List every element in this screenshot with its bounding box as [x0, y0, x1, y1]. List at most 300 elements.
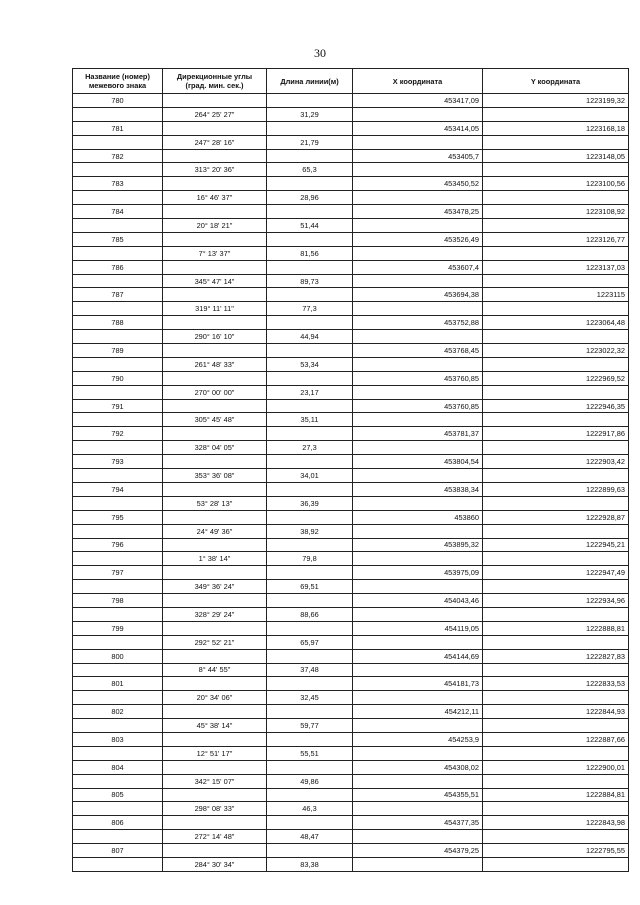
- line-length: 21,79: [267, 135, 353, 149]
- empty-cell: [267, 399, 353, 413]
- empty-cell: [73, 691, 163, 705]
- direction-angle: 261° 48' 33": [163, 357, 267, 371]
- empty-cell: [73, 607, 163, 621]
- segment-row: [73, 802, 629, 816]
- segment-row: [73, 607, 629, 621]
- point-name: 795: [73, 510, 163, 524]
- direction-angle: 342° 15' 07": [163, 774, 267, 788]
- empty-cell: [163, 288, 267, 302]
- point-row: [73, 177, 629, 191]
- empty-cell: [483, 246, 629, 260]
- empty-cell: [267, 621, 353, 635]
- empty-cell: [163, 149, 267, 163]
- y-coordinate: 1222888,81: [483, 621, 629, 635]
- direction-angle: 292° 52' 21": [163, 635, 267, 649]
- point-row: [73, 455, 629, 469]
- line-length: 38,92: [267, 524, 353, 538]
- empty-cell: [267, 844, 353, 858]
- empty-cell: [267, 594, 353, 608]
- x-coordinate: 453838,34: [353, 482, 483, 496]
- direction-angle: 298° 08' 33": [163, 802, 267, 816]
- empty-cell: [353, 746, 483, 760]
- point-name: 783: [73, 177, 163, 191]
- x-coordinate: 454253,9: [353, 732, 483, 746]
- line-length: 77,3: [267, 302, 353, 316]
- empty-cell: [73, 191, 163, 205]
- point-name: 780: [73, 94, 163, 108]
- point-row: [73, 816, 629, 830]
- empty-cell: [73, 413, 163, 427]
- empty-cell: [483, 552, 629, 566]
- direction-angle: 8° 44' 55": [163, 663, 267, 677]
- point-name: 782: [73, 149, 163, 163]
- y-coordinate: 1223199,32: [483, 94, 629, 108]
- direction-angle: 272° 14' 48": [163, 830, 267, 844]
- empty-cell: [267, 149, 353, 163]
- y-coordinate: 1222946,35: [483, 399, 629, 413]
- x-coordinate: 454144,69: [353, 649, 483, 663]
- empty-cell: [163, 594, 267, 608]
- empty-cell: [163, 760, 267, 774]
- x-coordinate: 453781,37: [353, 427, 483, 441]
- y-coordinate: 1222843,98: [483, 816, 629, 830]
- point-name: 807: [73, 844, 163, 858]
- x-coordinate: 453405,7: [353, 149, 483, 163]
- empty-cell: [73, 719, 163, 733]
- x-coordinate: 454355,51: [353, 788, 483, 802]
- segment-row: [73, 580, 629, 594]
- boundary-table: [72, 68, 629, 872]
- point-row: [73, 149, 629, 163]
- y-coordinate: 1222903,42: [483, 455, 629, 469]
- segment-row: [73, 413, 629, 427]
- direction-angle: 290° 16' 10": [163, 330, 267, 344]
- segment-row: [73, 302, 629, 316]
- empty-cell: [353, 191, 483, 205]
- y-coordinate: 1223126,77: [483, 232, 629, 246]
- point-row: [73, 399, 629, 413]
- empty-cell: [483, 357, 629, 371]
- empty-cell: [73, 135, 163, 149]
- empty-cell: [163, 344, 267, 358]
- empty-cell: [163, 371, 267, 385]
- empty-cell: [267, 566, 353, 580]
- direction-angle: 24° 49' 36": [163, 524, 267, 538]
- empty-cell: [73, 830, 163, 844]
- point-row: [73, 232, 629, 246]
- point-name: 793: [73, 455, 163, 469]
- empty-cell: [353, 107, 483, 121]
- point-row: [73, 732, 629, 746]
- empty-cell: [483, 191, 629, 205]
- empty-cell: [483, 413, 629, 427]
- empty-cell: [267, 316, 353, 330]
- direction-angle: 328° 29' 24": [163, 607, 267, 621]
- empty-cell: [73, 469, 163, 483]
- point-row: [73, 538, 629, 552]
- empty-cell: [163, 205, 267, 219]
- y-coordinate: 1222945,21: [483, 538, 629, 552]
- direction-angle: 53° 28' 13": [163, 496, 267, 510]
- x-coordinate: 453760,85: [353, 399, 483, 413]
- point-row: [73, 510, 629, 524]
- direction-angle: 270° 00' 00": [163, 385, 267, 399]
- empty-cell: [163, 732, 267, 746]
- header-x-coordinate: X координата: [353, 69, 483, 94]
- segment-row: [73, 691, 629, 705]
- y-coordinate: 1222884,81: [483, 788, 629, 802]
- point-name: 800: [73, 649, 163, 663]
- y-coordinate: 1223168,18: [483, 121, 629, 135]
- point-name: 792: [73, 427, 163, 441]
- y-coordinate: 1223064,48: [483, 316, 629, 330]
- table-header-row: [73, 69, 629, 94]
- segment-row: [73, 719, 629, 733]
- empty-cell: [73, 441, 163, 455]
- point-name: 791: [73, 399, 163, 413]
- empty-cell: [267, 816, 353, 830]
- empty-cell: [353, 524, 483, 538]
- empty-cell: [163, 788, 267, 802]
- empty-cell: [353, 552, 483, 566]
- empty-cell: [163, 455, 267, 469]
- point-name: 784: [73, 205, 163, 219]
- empty-cell: [163, 649, 267, 663]
- empty-cell: [483, 219, 629, 233]
- empty-cell: [353, 274, 483, 288]
- empty-cell: [483, 330, 629, 344]
- empty-cell: [73, 802, 163, 816]
- point-row: [73, 788, 629, 802]
- point-row: [73, 482, 629, 496]
- empty-cell: [483, 135, 629, 149]
- empty-cell: [353, 357, 483, 371]
- empty-cell: [163, 482, 267, 496]
- point-row: [73, 621, 629, 635]
- empty-cell: [267, 788, 353, 802]
- empty-cell: [267, 538, 353, 552]
- empty-cell: [267, 732, 353, 746]
- line-length: 69,51: [267, 580, 353, 594]
- empty-cell: [353, 802, 483, 816]
- empty-cell: [163, 427, 267, 441]
- y-coordinate: 1222887,66: [483, 732, 629, 746]
- direction-angle: 20° 34' 06": [163, 691, 267, 705]
- empty-cell: [483, 163, 629, 177]
- empty-cell: [163, 94, 267, 108]
- empty-cell: [267, 455, 353, 469]
- segment-row: [73, 330, 629, 344]
- y-coordinate: 1223022,32: [483, 344, 629, 358]
- y-coordinate: 1223115: [483, 288, 629, 302]
- line-length: 59,77: [267, 719, 353, 733]
- empty-cell: [353, 663, 483, 677]
- empty-cell: [353, 580, 483, 594]
- line-length: 32,45: [267, 691, 353, 705]
- empty-cell: [73, 219, 163, 233]
- segment-row: [73, 635, 629, 649]
- point-name: 787: [73, 288, 163, 302]
- empty-cell: [73, 274, 163, 288]
- line-length: 28,96: [267, 191, 353, 205]
- empty-cell: [353, 219, 483, 233]
- empty-cell: [267, 121, 353, 135]
- x-coordinate: 454379,25: [353, 844, 483, 858]
- segment-row: [73, 469, 629, 483]
- x-coordinate: 454377,35: [353, 816, 483, 830]
- empty-cell: [483, 802, 629, 816]
- segment-row: [73, 219, 629, 233]
- segment-row: [73, 774, 629, 788]
- direction-angle: 353° 36' 08": [163, 469, 267, 483]
- y-coordinate: 1222917,86: [483, 427, 629, 441]
- empty-cell: [483, 441, 629, 455]
- empty-cell: [73, 857, 163, 871]
- x-coordinate: 453526,49: [353, 232, 483, 246]
- point-row: [73, 316, 629, 330]
- point-name: 797: [73, 566, 163, 580]
- point-name: 794: [73, 482, 163, 496]
- direction-angle: 264° 25' 27": [163, 107, 267, 121]
- empty-cell: [483, 607, 629, 621]
- empty-cell: [483, 274, 629, 288]
- empty-cell: [353, 385, 483, 399]
- y-coordinate: 1222844,93: [483, 705, 629, 719]
- point-row: [73, 288, 629, 302]
- point-row: [73, 344, 629, 358]
- point-name: 799: [73, 621, 163, 635]
- empty-cell: [73, 163, 163, 177]
- empty-cell: [163, 260, 267, 274]
- empty-cell: [353, 330, 483, 344]
- y-coordinate: 1222934,96: [483, 594, 629, 608]
- empty-cell: [353, 496, 483, 510]
- direction-angle: 284° 30' 34": [163, 857, 267, 871]
- y-coordinate: 1223108,92: [483, 205, 629, 219]
- point-row: [73, 427, 629, 441]
- x-coordinate: 453694,38: [353, 288, 483, 302]
- empty-cell: [353, 163, 483, 177]
- x-coordinate: 453478,25: [353, 205, 483, 219]
- y-coordinate: 1222795,55: [483, 844, 629, 858]
- point-name: 781: [73, 121, 163, 135]
- line-length: 65,3: [267, 163, 353, 177]
- line-length: 31,29: [267, 107, 353, 121]
- point-name: 798: [73, 594, 163, 608]
- x-coordinate: 453450,52: [353, 177, 483, 191]
- empty-cell: [73, 246, 163, 260]
- empty-cell: [73, 496, 163, 510]
- line-length: 44,94: [267, 330, 353, 344]
- segment-row: [73, 191, 629, 205]
- point-row: [73, 677, 629, 691]
- empty-cell: [353, 719, 483, 733]
- direction-angle: 247° 28' 16": [163, 135, 267, 149]
- empty-cell: [163, 677, 267, 691]
- line-length: 36,39: [267, 496, 353, 510]
- empty-cell: [163, 844, 267, 858]
- empty-cell: [163, 177, 267, 191]
- point-name: 790: [73, 371, 163, 385]
- empty-cell: [267, 649, 353, 663]
- point-row: [73, 760, 629, 774]
- x-coordinate: 453768,45: [353, 344, 483, 358]
- empty-cell: [73, 552, 163, 566]
- empty-cell: [267, 427, 353, 441]
- empty-cell: [163, 121, 267, 135]
- empty-cell: [73, 524, 163, 538]
- line-length: 37,48: [267, 663, 353, 677]
- direction-angle: 328° 04' 05": [163, 441, 267, 455]
- empty-cell: [73, 746, 163, 760]
- empty-cell: [353, 830, 483, 844]
- empty-cell: [73, 635, 163, 649]
- empty-cell: [483, 469, 629, 483]
- segment-row: [73, 357, 629, 371]
- direction-angle: 1° 38' 14": [163, 552, 267, 566]
- point-row: [73, 94, 629, 108]
- line-length: 53,34: [267, 357, 353, 371]
- empty-cell: [73, 663, 163, 677]
- empty-cell: [483, 719, 629, 733]
- segment-row: [73, 524, 629, 538]
- segment-row: [73, 441, 629, 455]
- x-coordinate: 454119,05: [353, 621, 483, 635]
- header-direction-angle: Дирекционные углы (град. мин. сек.): [163, 69, 267, 94]
- empty-cell: [267, 677, 353, 691]
- y-coordinate: 1223100,56: [483, 177, 629, 191]
- empty-cell: [267, 482, 353, 496]
- x-coordinate: 454043,46: [353, 594, 483, 608]
- point-row: [73, 205, 629, 219]
- segment-row: [73, 274, 629, 288]
- empty-cell: [483, 580, 629, 594]
- empty-cell: [73, 302, 163, 316]
- empty-cell: [353, 246, 483, 260]
- direction-angle: 45° 38' 14": [163, 719, 267, 733]
- y-coordinate: 1222833,53: [483, 677, 629, 691]
- empty-cell: [163, 538, 267, 552]
- segment-row: [73, 830, 629, 844]
- line-length: 46,3: [267, 802, 353, 816]
- direction-angle: 12° 51' 17": [163, 746, 267, 760]
- x-coordinate: 454308,02: [353, 760, 483, 774]
- empty-cell: [353, 469, 483, 483]
- line-length: 27,3: [267, 441, 353, 455]
- empty-cell: [163, 816, 267, 830]
- point-row: [73, 260, 629, 274]
- segment-row: [73, 552, 629, 566]
- empty-cell: [483, 663, 629, 677]
- y-coordinate: 1222899,63: [483, 482, 629, 496]
- empty-cell: [267, 371, 353, 385]
- point-row: [73, 566, 629, 580]
- header-point-name: Название (номер) межевого знака: [73, 69, 163, 94]
- point-name: 802: [73, 705, 163, 719]
- direction-angle: 20° 18' 21": [163, 219, 267, 233]
- empty-cell: [73, 385, 163, 399]
- x-coordinate: 453417,09: [353, 94, 483, 108]
- line-length: 89,73: [267, 274, 353, 288]
- x-coordinate: 453607,4: [353, 260, 483, 274]
- empty-cell: [483, 774, 629, 788]
- empty-cell: [483, 302, 629, 316]
- empty-cell: [353, 302, 483, 316]
- y-coordinate: 1222928,87: [483, 510, 629, 524]
- point-row: [73, 844, 629, 858]
- point-row: [73, 705, 629, 719]
- header-line-length: Длина линии(м): [267, 69, 353, 94]
- segment-row: [73, 857, 629, 871]
- empty-cell: [353, 774, 483, 788]
- x-coordinate: 453860: [353, 510, 483, 524]
- point-name: 788: [73, 316, 163, 330]
- empty-cell: [163, 232, 267, 246]
- direction-angle: 7° 13' 37": [163, 246, 267, 260]
- empty-cell: [353, 441, 483, 455]
- empty-cell: [353, 413, 483, 427]
- empty-cell: [73, 330, 163, 344]
- point-row: [73, 121, 629, 135]
- segment-row: [73, 663, 629, 677]
- point-row: [73, 594, 629, 608]
- line-length: 34,01: [267, 469, 353, 483]
- direction-angle: 349° 36' 24": [163, 580, 267, 594]
- line-length: 79,8: [267, 552, 353, 566]
- line-length: 48,47: [267, 830, 353, 844]
- y-coordinate: 1223148,05: [483, 149, 629, 163]
- point-name: 786: [73, 260, 163, 274]
- x-coordinate: 453752,88: [353, 316, 483, 330]
- empty-cell: [267, 94, 353, 108]
- point-name: 785: [73, 232, 163, 246]
- empty-cell: [483, 857, 629, 871]
- empty-cell: [267, 344, 353, 358]
- table-body: [73, 94, 629, 872]
- empty-cell: [267, 177, 353, 191]
- direction-angle: 313° 20' 36": [163, 163, 267, 177]
- x-coordinate: 453804,54: [353, 455, 483, 469]
- empty-cell: [267, 205, 353, 219]
- empty-cell: [163, 316, 267, 330]
- empty-cell: [483, 691, 629, 705]
- empty-cell: [267, 232, 353, 246]
- point-row: [73, 649, 629, 663]
- empty-cell: [163, 705, 267, 719]
- x-coordinate: 453895,32: [353, 538, 483, 552]
- empty-cell: [267, 260, 353, 274]
- direction-angle: 16° 46' 37": [163, 191, 267, 205]
- y-coordinate: 1223137,03: [483, 260, 629, 274]
- empty-cell: [353, 635, 483, 649]
- empty-cell: [73, 107, 163, 121]
- point-name: 805: [73, 788, 163, 802]
- empty-cell: [483, 635, 629, 649]
- empty-cell: [73, 580, 163, 594]
- line-length: 49,86: [267, 774, 353, 788]
- empty-cell: [73, 357, 163, 371]
- line-length: 88,66: [267, 607, 353, 621]
- empty-cell: [353, 607, 483, 621]
- header-y-coordinate: Y координата: [483, 69, 629, 94]
- empty-cell: [353, 691, 483, 705]
- line-length: 83,38: [267, 857, 353, 871]
- segment-row: [73, 385, 629, 399]
- empty-cell: [483, 496, 629, 510]
- direction-angle: 305° 45' 48": [163, 413, 267, 427]
- point-name: 801: [73, 677, 163, 691]
- y-coordinate: 1222827,83: [483, 649, 629, 663]
